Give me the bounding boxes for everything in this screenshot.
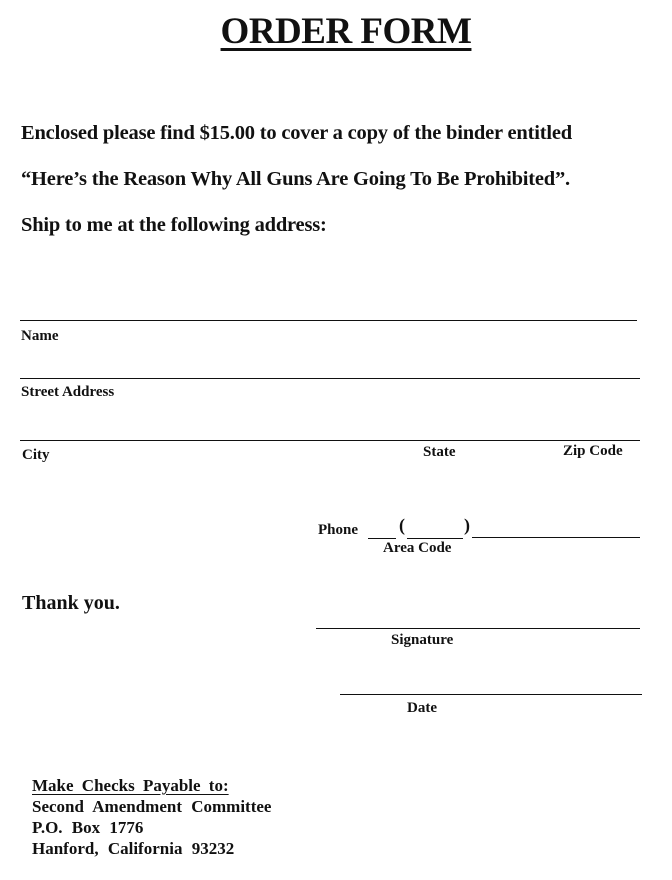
payable-heading: Make Checks Payable to: (32, 776, 229, 795)
intro-line-2: “Here’s the Reason Why All Guns Are Going To Be Prohibited”. (21, 168, 570, 190)
street-address-label: Street Address (21, 384, 115, 400)
name-label: Name (21, 328, 59, 344)
area-code-close-paren: ) (464, 515, 470, 535)
area-code-open-paren: ( (399, 515, 405, 535)
payable-po-box: P.O. Box 1776 (32, 818, 144, 837)
name-field-line[interactable] (20, 320, 637, 321)
date-field-line[interactable] (340, 694, 642, 695)
city-label: City (22, 447, 50, 463)
intro-line-1: Enclosed please find $15.00 to cover a copy of the binder entitled (21, 122, 572, 144)
phone-number-field-line[interactable] (472, 537, 640, 538)
area-code-label: Area Code (383, 540, 452, 556)
phone-prefix-line (368, 538, 396, 539)
thank-you-text: Thank you. (22, 592, 120, 614)
signature-label: Signature (391, 632, 454, 648)
payable-org: Second Amendment Committee (32, 797, 272, 816)
form-title: ORDER FORM (220, 11, 472, 52)
intro-line-3: Ship to me at the following address: (21, 214, 327, 236)
city-state-zip-field-line[interactable] (20, 440, 640, 441)
payable-city-state-zip: Hanford, California 93232 (32, 839, 235, 858)
state-label: State (423, 444, 456, 460)
zip-code-label: Zip Code (563, 443, 623, 459)
street-address-field-line[interactable] (20, 378, 640, 379)
date-label: Date (407, 700, 437, 716)
signature-field-line[interactable] (316, 628, 640, 629)
area-code-field-line[interactable] (407, 538, 463, 539)
phone-label: Phone (318, 522, 359, 538)
